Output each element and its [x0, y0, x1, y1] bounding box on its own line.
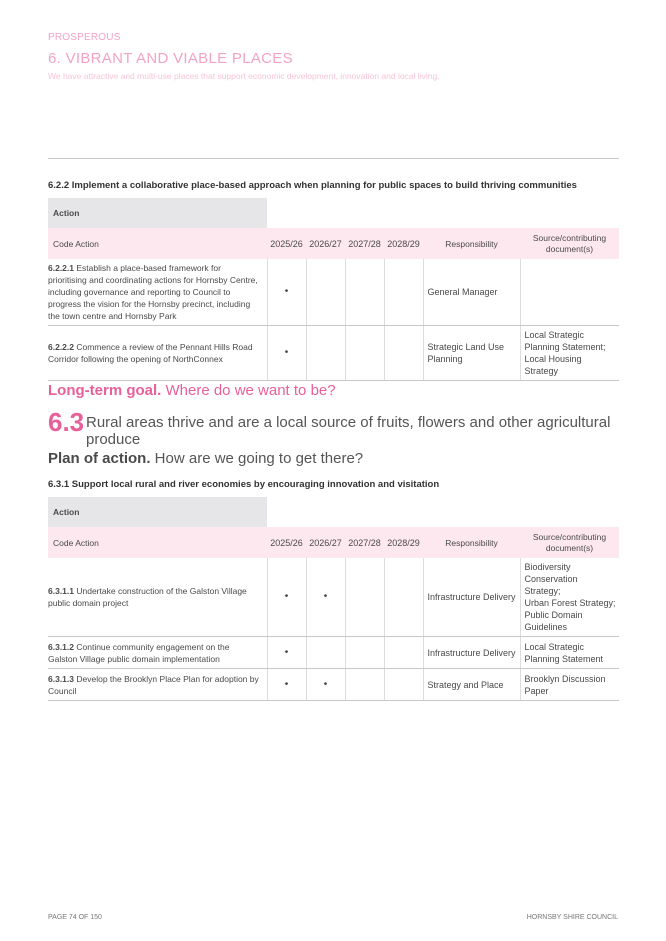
header-divider [48, 158, 619, 159]
action-cell [48, 326, 267, 381]
page-number: PAGE 74 OF 150 [48, 914, 102, 921]
col-year-4: 2028/29 [384, 228, 423, 259]
strategy-heading-631: 6.3.1 Support local rural and river economies by encouraging innovation and visitation [48, 479, 440, 490]
action-code: 6.3.1.1 [48, 586, 74, 596]
page-title: 6. VIBRANT AND VIABLE PLACES [48, 50, 293, 67]
year-mark [384, 558, 423, 637]
plan-question: How are we going to get there? [150, 450, 364, 467]
year-mark [306, 637, 345, 669]
action-text: Establish a place-based framework for prioritising and coordinating actions for Hornsby Centre, including governance and reporting to Council to progress the vision for the Hornsby precinct, including the town centre and Hornsby Park [48, 263, 258, 321]
table-caption: Action [48, 497, 267, 527]
section-kicker: PROSPEROUS [48, 32, 121, 43]
table-row [48, 326, 619, 381]
plan-heading [48, 450, 363, 467]
action-table-631 [48, 497, 619, 701]
action-text: Develop the Brooklyn Place Plan for adoption by Council [48, 673, 259, 696]
year-mark [345, 558, 384, 637]
action-code: 6.2.2.2 [48, 342, 74, 352]
col-year-4: 2028/29 [384, 527, 423, 558]
goal-text: Rural areas thrive and are a local source of fruits, flowers and other agricultural produce [86, 414, 611, 448]
action-cell [48, 558, 267, 637]
responsibility-cell: Infrastructure Delivery [423, 637, 520, 669]
year-mark [345, 326, 384, 381]
col-year-1: 2025/26 [267, 228, 306, 259]
goal-label: Long-term goal. [48, 382, 162, 399]
table-caption: Action [48, 198, 267, 228]
action-text: Commence a review of the Pennant Hills Road Corridor following the opening of NorthConnex [48, 342, 253, 364]
table-header [48, 527, 619, 558]
action-table-622 [48, 198, 619, 381]
year-mark [345, 259, 384, 326]
source-cell: Local Strategic Planning Statement; Local Housing Strategy [520, 326, 619, 381]
source-cell: Local Strategic Planning Statement [520, 637, 619, 669]
goal-question: Where do we want to be? [161, 382, 336, 399]
year-mark [306, 326, 345, 381]
year-mark [345, 669, 384, 701]
source-cell [520, 259, 619, 326]
year-mark: • [267, 326, 306, 381]
col-code-action: Code Action [48, 527, 267, 558]
col-source: Source/contributing document(s) [520, 228, 619, 259]
year-mark: • [306, 558, 345, 637]
year-mark [384, 637, 423, 669]
action-cell [48, 259, 267, 326]
action-cell [48, 637, 267, 669]
action-code: 6.3.1.2 [48, 641, 74, 652]
col-source: Source/contributing document(s) [520, 527, 619, 558]
col-responsibility: Responsibility [423, 228, 520, 259]
year-mark: • [267, 558, 306, 637]
strategy-heading-622: 6.2.2 Implement a collaborative place-based approach when planning for public spaces to build thriving communities [48, 180, 577, 191]
col-year-3: 2027/28 [345, 228, 384, 259]
year-mark [384, 326, 423, 381]
year-mark [306, 259, 345, 326]
goal-number: 6.3 [48, 407, 85, 437]
action-cell [48, 669, 267, 701]
col-year-2: 2026/27 [306, 527, 345, 558]
action-text: Undertake construction of the Galston Village public domain project [48, 586, 247, 608]
col-year-3: 2027/28 [345, 527, 384, 558]
table-header [48, 228, 619, 259]
col-code-action: Code Action [48, 228, 267, 259]
responsibility-cell: Strategy and Place [423, 669, 520, 701]
goal-heading [48, 382, 336, 399]
year-mark: • [267, 669, 306, 701]
responsibility-cell: General Manager [423, 259, 520, 326]
table-row [48, 259, 619, 326]
organisation-name: HORNSBY SHIRE COUNCIL [526, 914, 618, 921]
year-mark [345, 637, 384, 669]
source-cell: Biodiversity Conservation Strategy; Urban Forest Strategy; Public Domain Guidelines [520, 558, 619, 637]
col-year-2: 2026/27 [306, 228, 345, 259]
year-mark: • [267, 637, 306, 669]
source-cell: Brooklyn Discussion Paper [520, 669, 619, 701]
year-mark: • [306, 669, 345, 701]
col-year-1: 2025/26 [267, 527, 306, 558]
col-responsibility: Responsibility [423, 527, 520, 558]
action-code: 6.3.1.3 [48, 673, 74, 684]
plan-label: Plan of action. [48, 450, 151, 467]
table-row [48, 669, 619, 701]
table-row [48, 637, 619, 669]
year-mark [384, 669, 423, 701]
responsibility-cell: Infrastructure Delivery [423, 558, 520, 637]
responsibility-cell: Strategic Land Use Planning [423, 326, 520, 381]
page-subtitle: We have attractive and multi-use places that support economic development, innovation and local living. [48, 71, 440, 81]
action-text: Continue community engagement on the Galston Village public domain implementation [48, 641, 230, 664]
year-mark: • [267, 259, 306, 326]
year-mark [384, 259, 423, 326]
action-code: 6.2.2.1 [48, 263, 74, 273]
table-row [48, 558, 619, 637]
